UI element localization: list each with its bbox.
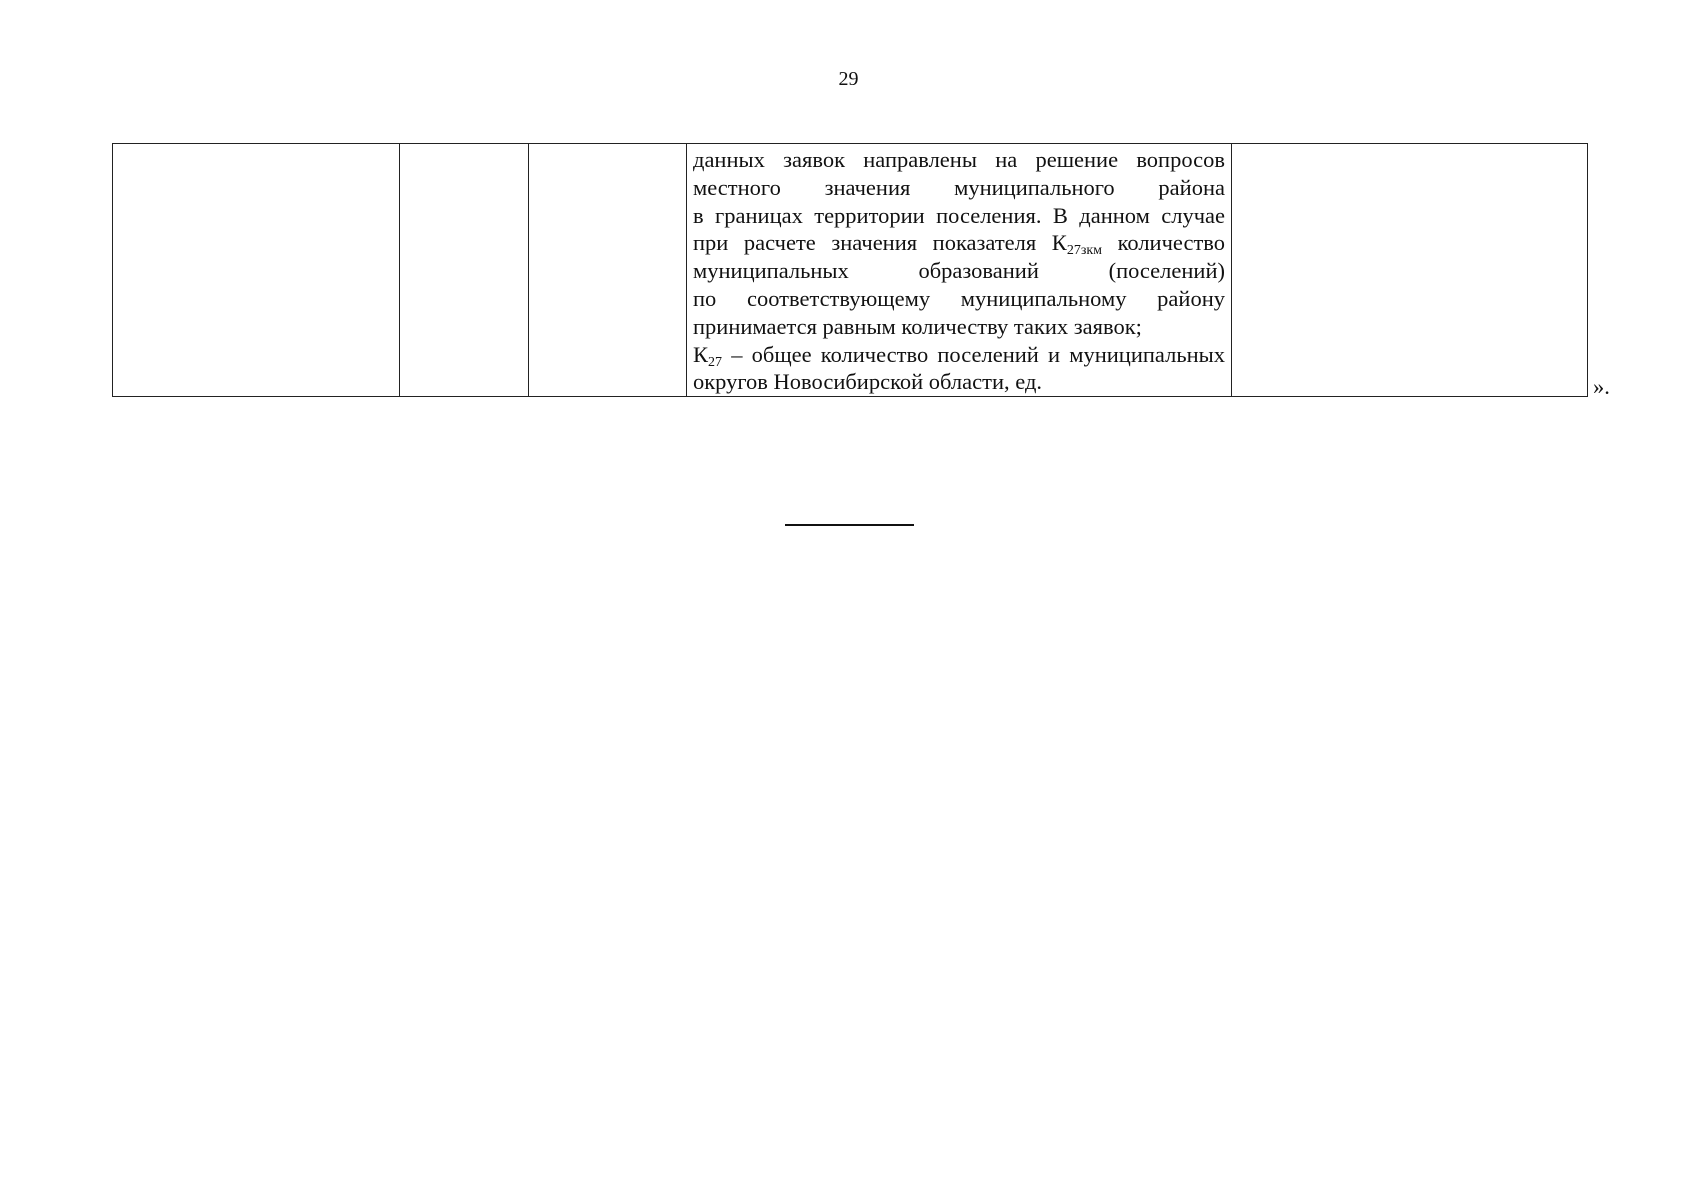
table-row: [113, 144, 1588, 397]
table-cell-empty-3: [529, 144, 687, 397]
table-cell-calculation-description: [687, 144, 1232, 397]
subscript: 27зкм: [1066, 243, 1103, 259]
table-cell-empty-5: [1232, 144, 1588, 397]
text-line: округов Новосибирской области, ед.: [693, 369, 1043, 395]
text-fragment: – общее количество поселений и муниципальных: [722, 341, 1225, 367]
text-line: в границах территории поселения. В данном случае: [693, 202, 1225, 228]
text-fragment: при расчете значения показателя К: [693, 230, 1067, 256]
text-line: муниципальных образований (поселений): [693, 258, 1225, 284]
text-fragment: количество: [1102, 230, 1225, 256]
indicator-table: [112, 143, 1588, 397]
table-cell-empty-1: [113, 144, 400, 397]
text-line: данных заявок направлены на решение вопросов: [693, 147, 1225, 172]
text-line-with-subscript: [693, 341, 1225, 369]
text-line: по соответствующему муниципальному району: [693, 285, 1225, 311]
text-fragment: К: [693, 341, 709, 367]
closing-quote: ».: [1593, 374, 1610, 399]
text-line: местного значения муниципального района: [693, 174, 1225, 200]
end-of-document-rule: [785, 524, 914, 526]
subscript: 27: [708, 354, 723, 370]
table-cell-empty-2: [400, 144, 529, 397]
text-line-with-subscript: [693, 229, 1225, 257]
page-number: 29: [838, 68, 859, 90]
text-line: принимается равным количеству таких заявок;: [693, 313, 1142, 339]
